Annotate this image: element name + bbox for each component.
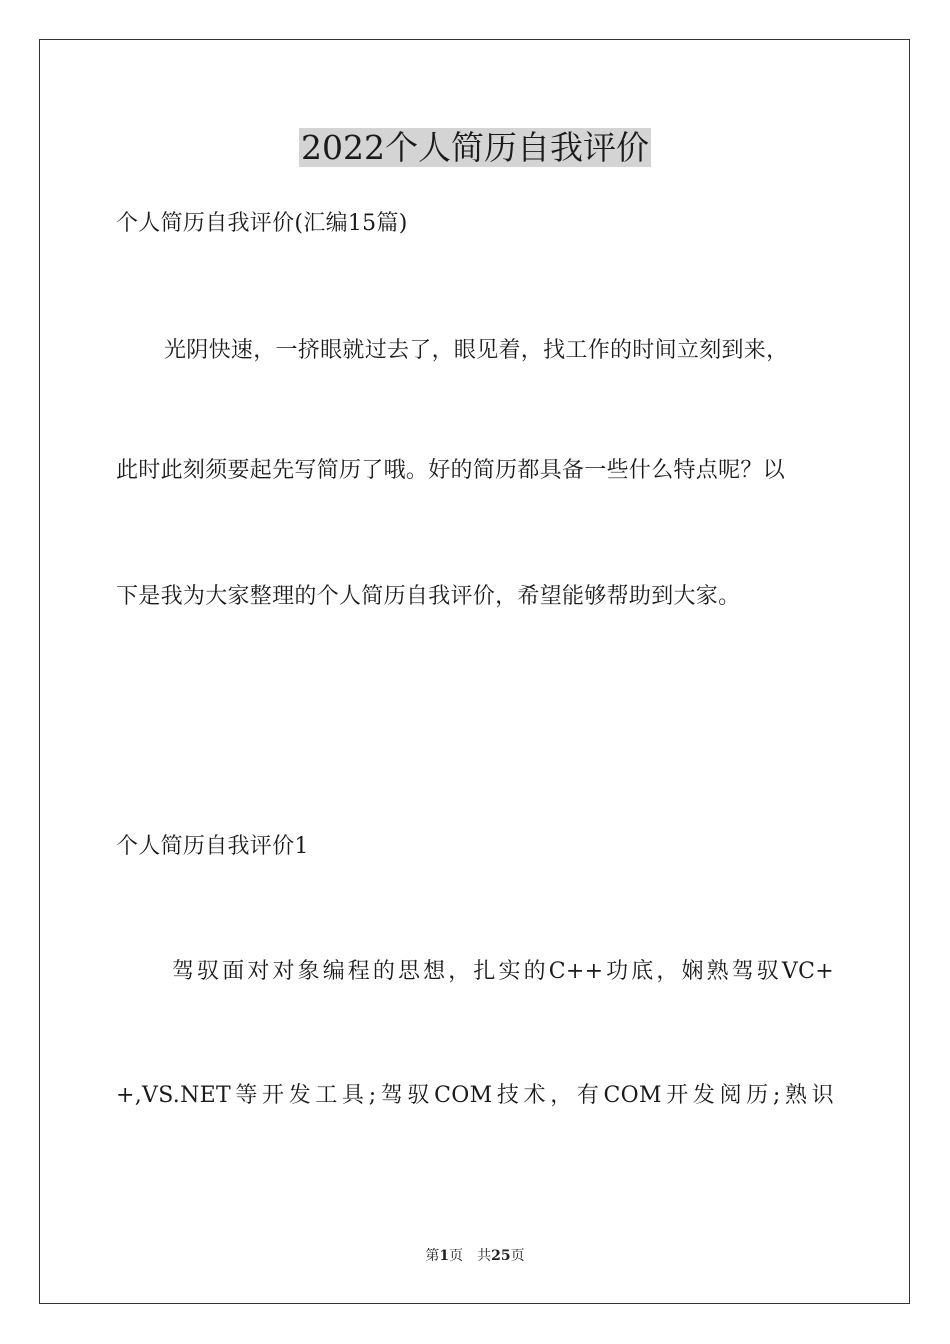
page-footer: [0, 1246, 950, 1266]
document-title-text: 2022个人简历自我评价: [301, 128, 649, 167]
intro-line-1: 光阴快速，一挤眼就过去了，眼见着，找工作的时间立刻到来，: [164, 338, 789, 363]
section-line-2: +,VS.NET等开发工具;驾驭COM技术，有COM开发阅历;熟识: [116, 1083, 834, 1108]
footer-current-page: 1: [439, 1248, 450, 1264]
footer-prefix: 第: [425, 1248, 440, 1264]
footer-suffix: 页: [510, 1248, 525, 1264]
intro-line-3: 下是我为大家整理的个人简历自我评价，希望能够帮助到大家。: [116, 584, 741, 609]
document-subtitle: 个人简历自我评价(汇编15篇): [116, 211, 408, 236]
footer-total-pages: 25: [491, 1248, 511, 1264]
section-line-1: 驾驭面对对象编程的思想，扎实的C++功底，娴熟驾驭VC+: [172, 959, 834, 984]
intro-line-2: 此时此刻须要起先写简历了哦。好的简历都具备一些什么特点呢？以: [116, 458, 786, 483]
document-title: [0, 126, 950, 170]
section-heading: 个人简历自我评价1: [116, 834, 309, 859]
footer-mid: 页 共: [449, 1248, 492, 1264]
